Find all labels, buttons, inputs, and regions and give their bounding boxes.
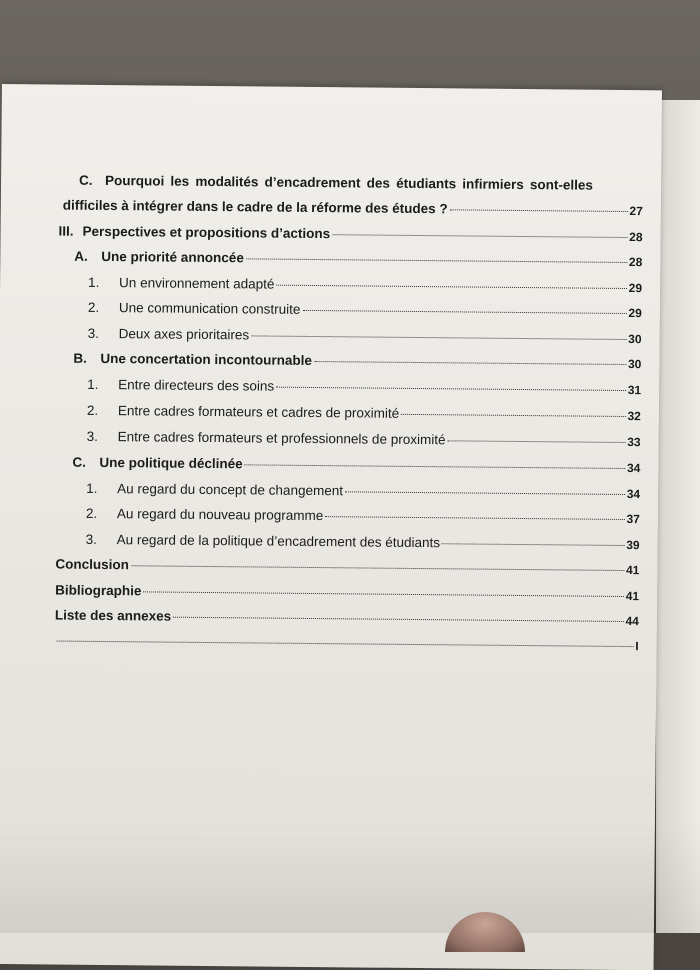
toc-entry-label: Au regard du concept de changement bbox=[117, 481, 344, 499]
toc-page-number: 29 bbox=[628, 281, 643, 296]
toc-entry-label: Une concertation incontournable bbox=[100, 350, 312, 368]
toc-page-number: 30 bbox=[628, 332, 642, 347]
toc-entry-row bbox=[88, 275, 642, 295]
dot-leader bbox=[276, 285, 626, 289]
dot-leader bbox=[245, 464, 625, 469]
toc-page-number: 29 bbox=[628, 306, 642, 321]
toc-entry-annexes bbox=[55, 608, 639, 629]
toc-entry-label: Bibliographie bbox=[55, 582, 142, 599]
bottom-shadow bbox=[0, 820, 700, 933]
toc-entry-c-line2 bbox=[63, 198, 643, 219]
dot-leader bbox=[57, 641, 634, 648]
toc-entry-label: Entre cadres formateurs et professionnels de proximité bbox=[117, 429, 446, 448]
toc-entry-label: Conclusion bbox=[55, 556, 129, 573]
toc-entry-label: Une priorité annoncée bbox=[101, 248, 244, 266]
dot-leader bbox=[143, 591, 623, 597]
toc-entry-number: 2. bbox=[85, 505, 98, 521]
toc-entry-row bbox=[86, 506, 640, 526]
toc-entry-row bbox=[72, 455, 640, 475]
dot-leader bbox=[450, 209, 628, 212]
dot-leader bbox=[173, 617, 623, 622]
toc-entry-label: Une politique déclinée bbox=[99, 454, 243, 472]
toc-page-number: 34 bbox=[626, 461, 641, 476]
dot-leader bbox=[246, 258, 627, 263]
toc-entry-row bbox=[87, 403, 641, 423]
toc-entry-row bbox=[86, 481, 640, 501]
toc-entry-label: Un environnement adapté bbox=[119, 275, 275, 292]
toc-entry-trailing bbox=[55, 634, 639, 654]
toc-page-number: 32 bbox=[627, 409, 641, 424]
toc-entry-number: 1. bbox=[86, 480, 98, 496]
toc-entry-conclusion bbox=[55, 557, 639, 578]
toc-entry-number: 2. bbox=[87, 299, 100, 315]
toc-entry-label: Liste des annexes bbox=[54, 607, 172, 624]
toc-entry-label: Deux axes prioritaires bbox=[118, 326, 250, 343]
toc-entry-number: 3. bbox=[87, 325, 99, 341]
toc-page-number: 27 bbox=[629, 204, 643, 219]
toc-entry-number: 2. bbox=[86, 402, 99, 418]
toc-entry-bibliographie bbox=[55, 583, 639, 604]
toc-entry-row bbox=[88, 300, 642, 320]
toc-entry-row bbox=[86, 532, 640, 552]
toc-page-number: 33 bbox=[627, 435, 641, 450]
toc-entry-number: 1. bbox=[88, 274, 100, 290]
toc-entry-number: 3. bbox=[86, 428, 98, 444]
toc-page-number: 41 bbox=[625, 563, 640, 578]
toc-page-number: 34 bbox=[626, 487, 641, 502]
dot-leader bbox=[325, 516, 624, 520]
toc-page-number: I bbox=[635, 639, 639, 654]
toc-entry-label: Entre cadres formateurs et cadres de proximité bbox=[117, 403, 400, 421]
toc-entry-row bbox=[73, 351, 641, 371]
toc-entry-label: Pourquoi les modalités d’encadrement des étudiants infirmiers sont-elles bbox=[105, 172, 594, 193]
toc-entry-number: 3. bbox=[85, 531, 97, 547]
toc-entry-label: Une communication construite bbox=[118, 300, 301, 317]
toc-entry-row bbox=[59, 224, 643, 245]
dot-leader bbox=[345, 491, 625, 495]
toc-page-number: 28 bbox=[629, 230, 643, 245]
toc-entry-label: difficiles à intégrer dans le cadre de la réforme des études ? bbox=[62, 197, 448, 217]
toc-page-number: 31 bbox=[627, 383, 642, 398]
toc-entry-number: 1. bbox=[87, 376, 99, 392]
toc-page-number: 30 bbox=[627, 357, 642, 372]
toc-page-number: 44 bbox=[625, 614, 639, 629]
dot-leader bbox=[314, 361, 626, 365]
toc-entry-number: A. bbox=[74, 248, 88, 264]
toc-page-number: 41 bbox=[625, 589, 640, 604]
toc-entry-number: C. bbox=[72, 454, 86, 470]
dot-leader bbox=[131, 565, 624, 571]
toc-entry-label: Au regard de la politique d’encadrement des étudiants bbox=[116, 532, 441, 551]
dot-leader bbox=[447, 440, 625, 443]
toc-page-number: 37 bbox=[626, 512, 640, 527]
toc-entry-label: Perspectives et propositions d’actions bbox=[82, 223, 331, 242]
dot-leader bbox=[276, 387, 626, 391]
dot-leader bbox=[442, 543, 624, 546]
toc-entry-label: Entre directeurs des soins bbox=[118, 377, 275, 394]
dot-leader bbox=[302, 310, 626, 314]
dot-leader bbox=[251, 335, 626, 340]
toc-page-number: 28 bbox=[628, 255, 643, 270]
toc-entry-label: Au regard du nouveau programme bbox=[116, 506, 324, 524]
toc-entry-number: C. bbox=[79, 172, 93, 188]
toc-entry-row bbox=[87, 429, 641, 449]
toc-page-number: 39 bbox=[626, 538, 640, 553]
next-page-edge bbox=[656, 100, 700, 933]
dot-leader bbox=[401, 414, 625, 417]
toc-entry-number: III. bbox=[58, 223, 74, 239]
toc-entry-number: B. bbox=[73, 350, 87, 366]
toc-entry-c-line1 bbox=[79, 173, 649, 193]
toc-entry-row bbox=[88, 326, 642, 346]
dot-leader bbox=[332, 234, 627, 238]
toc-entry-row bbox=[87, 377, 641, 397]
toc-entry-row bbox=[74, 249, 642, 269]
